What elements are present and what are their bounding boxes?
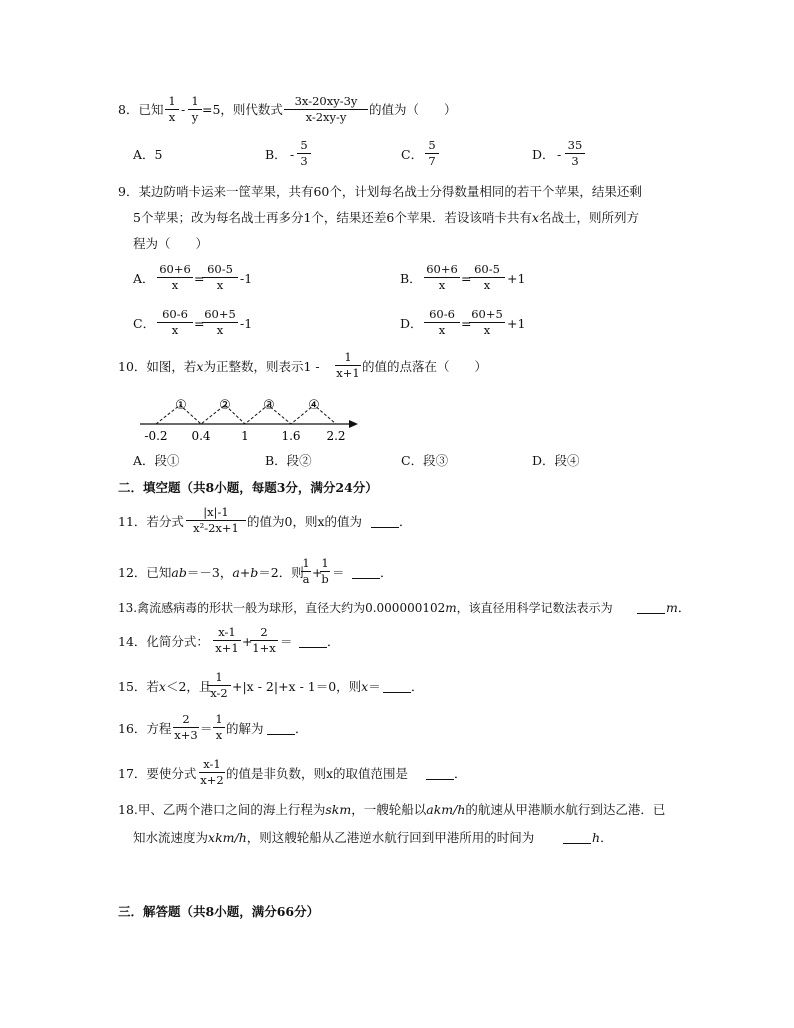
- tick-label-2: 0.4: [191, 429, 211, 443]
- q9-option-d-label: D．: [400, 316, 423, 331]
- q11-end: ．: [399, 514, 412, 529]
- q16-tail: 的解为: [226, 721, 264, 736]
- q9-option-c-eq: =: [194, 316, 205, 331]
- q9-option-a-label: A．: [133, 271, 155, 286]
- q9-option-a-eq: =: [194, 271, 205, 286]
- section-3-title: 三．解答题（共8小题，满分66分）: [118, 904, 320, 919]
- q16-frac-1: $\frac{2}{x+3}$: [174, 712, 198, 742]
- q16-eq: ＝: [200, 721, 213, 736]
- q18-line-1: 18.甲、乙两个港口之间的海上行程为skm，一艘轮船以akm/h的航速从甲港顺水航行到达乙港．已: [118, 802, 666, 817]
- q8-option-c[interactable]: C．: [401, 147, 424, 162]
- q8-option-b-fraction: $\frac{5}{3}$: [297, 139, 311, 168]
- q12-eq: ＝: [332, 565, 345, 580]
- q8-option-b-sign: -: [290, 147, 295, 162]
- q9-option-b-frac-1: $\frac{60+6}{x}$: [424, 263, 460, 292]
- q15-middle: +|x - 2|+x - 1＝0，则x＝: [232, 679, 381, 694]
- segment-label-1: ①: [175, 398, 187, 413]
- q17-tail: 的值是非负数，则x的取值范围是: [226, 766, 409, 781]
- q14-answer-blank[interactable]: [299, 635, 327, 648]
- q12-answer-blank[interactable]: [352, 566, 380, 579]
- q10-option-b[interactable]: B．段②: [265, 453, 312, 468]
- q9-option-b-frac-2: $\frac{60-5}{x}$: [469, 263, 505, 292]
- q18-line-2: 知水流速度为xkm/h，则这艘轮船从乙港逆水航行回到甲港所用的时间为: [133, 830, 535, 845]
- q17-end: ．: [454, 766, 467, 781]
- q8-option-b[interactable]: B．: [265, 147, 287, 162]
- q12-frac-1-over-a: $\frac{1}{a}$: [302, 556, 310, 586]
- q15-end: ．: [411, 679, 424, 694]
- q15-prefix: 15．若x＜2，且: [118, 679, 212, 694]
- q9-option-b-label: B．: [400, 271, 422, 286]
- q9-option-c-label: C．: [133, 316, 156, 331]
- q15-fraction: $\frac{1}{x-2}$: [207, 671, 231, 700]
- q13-answer-blank[interactable]: [637, 601, 665, 614]
- q9-option-b-tail: +1: [507, 271, 526, 286]
- q9-line-2: 5个苹果；改为每名战士再多分1个，结果还差6个苹果．若设该哨卡共有x名战士，则所列方: [133, 210, 639, 225]
- q8-frac-1-over-x: $\frac{1}{x}$: [165, 95, 179, 124]
- q9-option-b-eq: =: [461, 271, 472, 286]
- q10-option-c[interactable]: C．段③: [401, 453, 449, 468]
- q8-number: 8．已知: [118, 102, 164, 117]
- q17-prefix: 17．要使分式: [118, 766, 197, 781]
- q12-plus: +: [312, 565, 323, 580]
- q9-option-c-frac-2: $\frac{60+5}{x}$: [202, 308, 238, 337]
- number-line-arrow: [349, 420, 358, 428]
- q8-option-d-sign: -: [557, 147, 562, 162]
- q14-eq: ＝: [280, 634, 293, 649]
- q14-plus: +: [242, 634, 253, 649]
- q12-end: ．: [380, 565, 393, 580]
- q16-end: ．: [295, 721, 308, 736]
- q8-option-a[interactable]: A．5: [133, 147, 163, 162]
- tick-label-3: 1: [241, 429, 249, 443]
- q17-fraction: $\frac{x-1}{x+2}$: [200, 757, 224, 787]
- segment-label-4: ④: [308, 398, 320, 413]
- tick-label-1: -0.2: [144, 429, 168, 443]
- q9-option-a-tail: -1: [240, 271, 253, 286]
- q9-option-d-eq: =: [461, 316, 472, 331]
- tick-label-4: 1.6: [281, 429, 301, 443]
- q9-option-d-frac-2: $\frac{60+5}{x}$: [469, 308, 505, 337]
- q9-option-c-tail: -1: [240, 316, 253, 331]
- q10-fraction: $\frac{1}{x+1}$: [336, 350, 360, 380]
- q10-prefix: 10．如图，若x为正整数，则表示1 -: [118, 359, 320, 374]
- q9-line-3: 程为（ ）: [133, 236, 209, 251]
- q11-tail: 的值为0，则x的值为: [247, 514, 363, 529]
- q11-answer-blank[interactable]: [371, 515, 399, 528]
- q8-frac-1-over-y: $\frac{1}{y}$: [188, 95, 202, 124]
- q9-option-c-frac-1: $\frac{60-6}{x}$: [157, 308, 193, 337]
- q16-prefix: 16．方程: [118, 721, 172, 736]
- q11-fraction: $\frac{|x|-1}{\text{x²-2x+1}}$: [186, 506, 246, 535]
- q14-end: ．: [327, 634, 340, 649]
- q12-prefix: 12．已知ab＝－3，a+b＝2．则: [118, 565, 304, 580]
- q16-frac-2: $\frac{1}{x}$: [213, 713, 225, 742]
- q13-unit: m．: [666, 600, 691, 615]
- q15-answer-blank[interactable]: [383, 680, 411, 693]
- q18-unit: h．: [592, 830, 613, 845]
- q8-option-c-fraction: $\frac{5}{7}$: [425, 139, 439, 168]
- q12-frac-1-over-b: $\frac{1}{b}$: [321, 556, 329, 586]
- q9-option-d-tail: +1: [507, 316, 526, 331]
- q11-prefix: 11．若分式: [118, 514, 184, 529]
- q9-option-d-frac-1: $\frac{60-6}{x}$: [424, 308, 460, 337]
- q8-tail: 的值为（ ）: [369, 102, 457, 117]
- q18-answer-blank[interactable]: [563, 831, 591, 844]
- q14-prefix: 14．化简分式：: [118, 634, 209, 649]
- q8-condition: =5，则代数式: [202, 102, 283, 117]
- section-2-title: 二．填空题（共8小题，每题3分，满分24分）: [118, 480, 378, 495]
- segment-label-3: ③: [263, 398, 275, 413]
- q8-option-d[interactable]: D．: [532, 147, 555, 162]
- q17-answer-blank[interactable]: [426, 767, 454, 780]
- q10-tail: 的值的点落在（ ）: [362, 359, 488, 374]
- tick-label-5: 2.2: [326, 429, 346, 443]
- q8-option-d-fraction: $\frac{35}{3}$: [565, 139, 585, 168]
- q10-option-d[interactable]: D．段④: [532, 453, 580, 468]
- q10-option-a[interactable]: A．段①: [133, 453, 180, 468]
- q8-minus: -: [181, 102, 186, 117]
- segment-label-2: ②: [219, 398, 231, 413]
- q13-text: 13.禽流感病毒的形状一般为球形，直径大约为0.000000102m，该直径用科学记数法表示为: [118, 601, 613, 615]
- q16-answer-blank[interactable]: [267, 722, 295, 735]
- q9-option-a-frac-1: $\frac{60+6}{x}$: [157, 263, 193, 292]
- q9-option-a-frac-2: $\frac{60-5}{x}$: [202, 263, 238, 292]
- q8-expression-fraction: $\frac{3x-20xy-3y}{x-2xy-y}$: [284, 95, 368, 124]
- q14-frac-2: $\frac{2}{1+x}$: [250, 626, 278, 655]
- q9-line-1: 9．某边防哨卡运来一筐苹果，共有60个，计划每名战士分得数量相同的若干个苹果，结果还剩: [118, 184, 642, 199]
- q14-frac-1: $\frac{x-1}{x+1}$: [213, 626, 241, 655]
